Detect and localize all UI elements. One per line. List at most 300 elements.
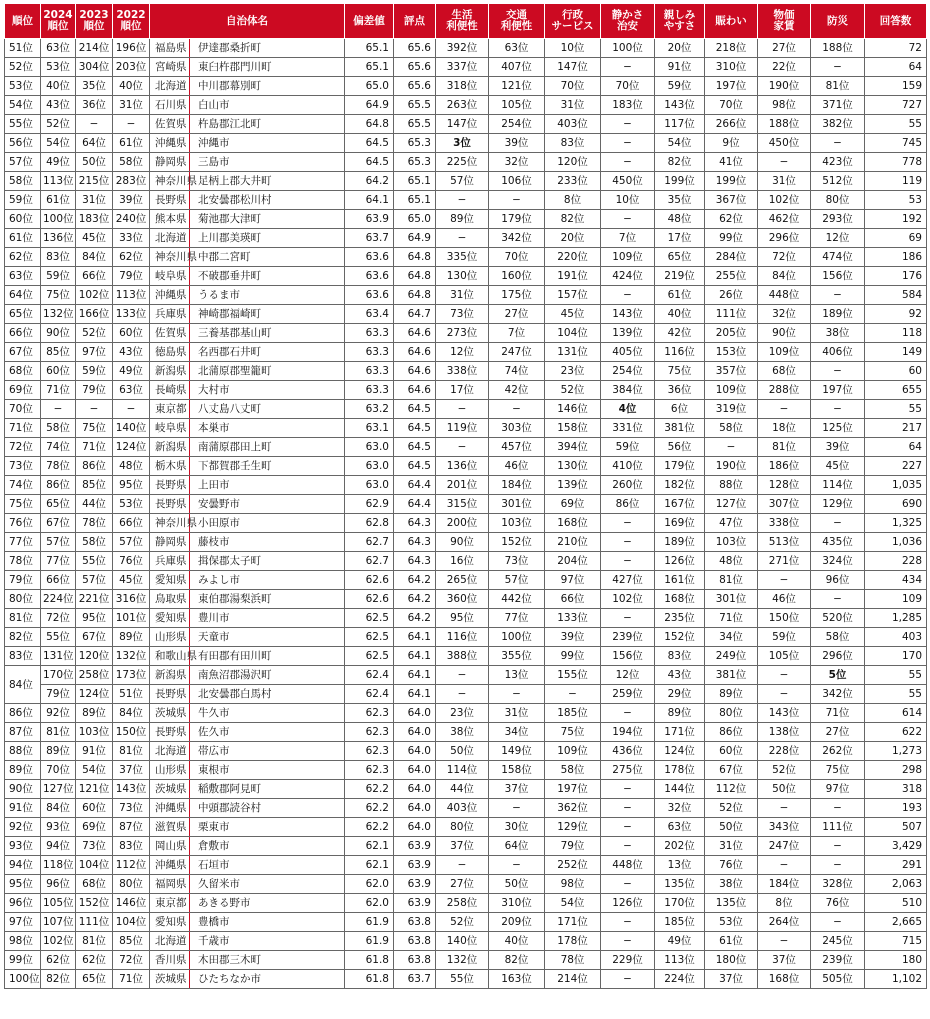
- rank-cell: 81位: [5, 609, 41, 628]
- score-cell: 64.0: [394, 761, 436, 780]
- category-rank-cell: 43位: [655, 666, 705, 685]
- prefecture-cell: 新潟県: [150, 666, 190, 685]
- category-rank-cell: −: [811, 590, 865, 609]
- category-rank-cell: 109位: [601, 248, 655, 267]
- category-rank-cell: 46位: [758, 590, 811, 609]
- responses-cell: 291: [865, 856, 927, 875]
- category-rank-cell: 403位: [436, 799, 489, 818]
- category-rank-cell: −: [811, 913, 865, 932]
- category-rank-cell: −: [601, 818, 655, 837]
- column-header: 2023 順位: [76, 4, 113, 39]
- category-rank-cell: 394位: [545, 438, 601, 457]
- category-rank-cell: 185位: [545, 704, 601, 723]
- score-cell: 63.0: [345, 476, 394, 495]
- past-rank-cell: 86位: [76, 457, 113, 476]
- responses-cell: 1,285: [865, 609, 927, 628]
- score-cell: 64.8: [345, 115, 394, 134]
- past-rank-cell: 67位: [76, 628, 113, 647]
- category-rank-cell: 144位: [655, 780, 705, 799]
- category-rank-cell: 233位: [545, 172, 601, 191]
- table-row: [5, 438, 927, 457]
- prefecture-cell: 徳島県: [150, 343, 190, 362]
- rank-cell: 97位: [5, 913, 41, 932]
- past-rank-cell: 39位: [113, 191, 150, 210]
- category-rank-cell: 54位: [655, 134, 705, 153]
- category-rank-cell: 127位: [705, 495, 758, 514]
- category-rank-cell: −: [601, 932, 655, 951]
- category-rank-cell: −: [811, 58, 865, 77]
- municipality-cell: 南魚沼郡湯沢町: [190, 666, 345, 685]
- column-header: 物価 家賃: [758, 4, 811, 39]
- table-row: [5, 666, 927, 685]
- prefecture-cell: 香川県: [150, 951, 190, 970]
- category-rank-cell: 129位: [811, 495, 865, 514]
- table-row: [5, 761, 927, 780]
- category-rank-cell: 60位: [705, 742, 758, 761]
- prefecture-cell: 神奈川県: [150, 248, 190, 267]
- table-row: [5, 324, 927, 343]
- category-rank-cell: 462位: [758, 210, 811, 229]
- responses-cell: 510: [865, 894, 927, 913]
- rank-cell: 91位: [5, 799, 41, 818]
- table-row: [5, 951, 927, 970]
- prefecture-cell: 鳥取県: [150, 590, 190, 609]
- category-rank-cell: 157位: [545, 286, 601, 305]
- category-rank-cell: 342位: [489, 229, 545, 248]
- category-rank-cell: 125位: [811, 419, 865, 438]
- score-cell: 63.3: [345, 324, 394, 343]
- category-rank-cell: 188位: [758, 115, 811, 134]
- table-row: [5, 780, 927, 799]
- responses-cell: 64: [865, 58, 927, 77]
- prefecture-cell: 長野県: [150, 685, 190, 704]
- rank-cell: 60位: [5, 210, 41, 229]
- table-row: [5, 742, 927, 761]
- score-cell: 64.5: [394, 438, 436, 457]
- category-rank-cell: 474位: [811, 248, 865, 267]
- prefecture-cell: 愛知県: [150, 571, 190, 590]
- past-rank-cell: 183位: [76, 210, 113, 229]
- score-cell: 63.9: [345, 210, 394, 229]
- category-rank-cell: 152位: [489, 533, 545, 552]
- past-rank-cell: 136位: [41, 229, 76, 248]
- municipality-cell: 帯広市: [190, 742, 345, 761]
- table-row: [5, 590, 927, 609]
- category-rank-cell: 63位: [489, 39, 545, 58]
- score-cell: 61.8: [345, 970, 394, 989]
- past-rank-cell: 84位: [113, 704, 150, 723]
- table-row: [5, 970, 927, 989]
- score-cell: 65.1: [345, 39, 394, 58]
- category-rank-cell: 50位: [758, 780, 811, 799]
- municipality-cell: 名西郡石井町: [190, 343, 345, 362]
- category-rank-cell: 197位: [811, 381, 865, 400]
- past-rank-cell: 105位: [41, 894, 76, 913]
- prefecture-cell: 静岡県: [150, 533, 190, 552]
- past-rank-cell: 120位: [76, 647, 113, 666]
- category-rank-cell: −: [436, 400, 489, 419]
- score-cell: 62.6: [345, 571, 394, 590]
- category-rank-cell: 38位: [705, 875, 758, 894]
- past-rank-cell: 81位: [76, 932, 113, 951]
- category-rank-cell: 111位: [811, 818, 865, 837]
- category-rank-cell: −: [811, 286, 865, 305]
- responses-cell: 778: [865, 153, 927, 172]
- municipality-cell: 沖縄市: [190, 134, 345, 153]
- prefecture-cell: 岐阜県: [150, 267, 190, 286]
- rank-cell: 89位: [5, 761, 41, 780]
- category-rank-cell: 293位: [811, 210, 865, 229]
- table-row: [5, 495, 927, 514]
- score-cell: 64.0: [394, 704, 436, 723]
- category-rank-cell: −: [601, 58, 655, 77]
- category-rank-cell: −: [811, 362, 865, 381]
- category-rank-cell: 315位: [436, 495, 489, 514]
- category-rank-cell: 27位: [758, 39, 811, 58]
- category-rank-cell: 328位: [811, 875, 865, 894]
- category-rank-cell: −: [601, 875, 655, 894]
- past-rank-cell: −: [113, 115, 150, 134]
- responses-cell: 69: [865, 229, 927, 248]
- category-rank-cell: 64位: [489, 837, 545, 856]
- past-rank-cell: 63位: [41, 39, 76, 58]
- category-rank-cell: 77位: [489, 609, 545, 628]
- past-rank-cell: 52位: [41, 115, 76, 134]
- responses-cell: 715: [865, 932, 927, 951]
- category-rank-cell: −: [811, 514, 865, 533]
- responses-cell: 1,036: [865, 533, 927, 552]
- prefecture-cell: 熊本県: [150, 210, 190, 229]
- prefecture-cell: 沖縄県: [150, 856, 190, 875]
- municipality-cell: 栗東市: [190, 818, 345, 837]
- category-rank-cell: 23位: [436, 704, 489, 723]
- category-rank-cell: 202位: [655, 837, 705, 856]
- score-cell: 65.6: [394, 77, 436, 96]
- prefecture-cell: 長野県: [150, 191, 190, 210]
- past-rank-cell: 58位: [41, 419, 76, 438]
- past-rank-cell: 166位: [76, 305, 113, 324]
- category-rank-cell: 239位: [601, 628, 655, 647]
- category-rank-cell: 143位: [601, 305, 655, 324]
- category-rank-cell: 384位: [601, 381, 655, 400]
- category-rank-cell: 288位: [758, 381, 811, 400]
- past-rank-cell: 113位: [41, 172, 76, 191]
- category-rank-cell: 262位: [811, 742, 865, 761]
- category-rank-cell: 310位: [705, 58, 758, 77]
- category-rank-cell: 76位: [705, 856, 758, 875]
- category-rank-cell: 30位: [489, 818, 545, 837]
- table-row: [5, 723, 927, 742]
- category-rank-cell: 32位: [655, 799, 705, 818]
- category-rank-cell: 81位: [758, 438, 811, 457]
- category-rank-cell: 392位: [436, 39, 489, 58]
- category-rank-cell: 4位: [601, 400, 655, 419]
- past-rank-cell: 57位: [76, 571, 113, 590]
- category-rank-cell: 114位: [811, 476, 865, 495]
- past-rank-cell: 132位: [41, 305, 76, 324]
- past-rank-cell: 65位: [41, 495, 76, 514]
- score-cell: 64.1: [345, 191, 394, 210]
- responses-cell: 60: [865, 362, 927, 381]
- category-rank-cell: 34位: [489, 723, 545, 742]
- score-cell: 63.2: [345, 400, 394, 419]
- score-cell: 65.0: [345, 77, 394, 96]
- category-rank-cell: 50位: [436, 742, 489, 761]
- category-rank-cell: 10位: [545, 39, 601, 58]
- score-cell: 64.9: [345, 96, 394, 115]
- category-rank-cell: 303位: [489, 419, 545, 438]
- prefecture-cell: 北海道: [150, 77, 190, 96]
- score-cell: 64.2: [394, 609, 436, 628]
- past-rank-cell: 92位: [41, 704, 76, 723]
- municipality-cell: 本巣市: [190, 419, 345, 438]
- category-rank-cell: 218位: [705, 39, 758, 58]
- category-rank-cell: 26位: [705, 286, 758, 305]
- category-rank-cell: 121位: [489, 77, 545, 96]
- category-rank-cell: 220位: [545, 248, 601, 267]
- rank-cell: 95位: [5, 875, 41, 894]
- category-rank-cell: 29位: [655, 685, 705, 704]
- category-rank-cell: −: [601, 837, 655, 856]
- category-rank-cell: 338位: [758, 514, 811, 533]
- past-rank-cell: 75位: [41, 286, 76, 305]
- column-header: 親しみ やすさ: [655, 4, 705, 39]
- past-rank-cell: 61位: [41, 191, 76, 210]
- past-rank-cell: 57位: [41, 533, 76, 552]
- table-row: [5, 172, 927, 191]
- category-rank-cell: 37位: [758, 951, 811, 970]
- category-rank-cell: −: [811, 134, 865, 153]
- rank-cell: 92位: [5, 818, 41, 837]
- municipality-cell: 天童市: [190, 628, 345, 647]
- category-rank-cell: 132位: [436, 951, 489, 970]
- prefecture-cell: 東京都: [150, 400, 190, 419]
- past-rank-cell: 132位: [113, 647, 150, 666]
- score-cell: 63.9: [394, 875, 436, 894]
- category-rank-cell: 130位: [436, 267, 489, 286]
- category-rank-cell: 403位: [545, 115, 601, 134]
- category-rank-cell: 103位: [705, 533, 758, 552]
- category-rank-cell: 79位: [545, 837, 601, 856]
- category-rank-cell: 80位: [436, 818, 489, 837]
- category-rank-cell: 8位: [545, 191, 601, 210]
- table-row: [5, 77, 927, 96]
- category-rank-cell: 81位: [811, 77, 865, 96]
- past-rank-cell: 146位: [113, 894, 150, 913]
- category-rank-cell: 254位: [489, 115, 545, 134]
- category-rank-cell: 310位: [489, 894, 545, 913]
- past-rank-cell: 57位: [113, 533, 150, 552]
- rank-cell: 58位: [5, 172, 41, 191]
- rank-cell: 99位: [5, 951, 41, 970]
- past-rank-cell: 89位: [76, 704, 113, 723]
- score-cell: 64.0: [394, 723, 436, 742]
- rank-cell: 56位: [5, 134, 41, 153]
- table-row: [5, 552, 927, 571]
- category-rank-cell: 189位: [811, 305, 865, 324]
- category-rank-cell: 99位: [545, 647, 601, 666]
- category-rank-cell: 40位: [655, 305, 705, 324]
- category-rank-cell: 133位: [545, 609, 601, 628]
- prefecture-cell: 兵庫県: [150, 305, 190, 324]
- category-rank-cell: 156位: [811, 267, 865, 286]
- category-rank-cell: 128位: [758, 476, 811, 495]
- past-rank-cell: 81位: [41, 723, 76, 742]
- table-row: [5, 96, 927, 115]
- prefecture-cell: 滋賀県: [150, 818, 190, 837]
- past-rank-cell: 143位: [113, 780, 150, 799]
- responses-cell: 217: [865, 419, 927, 438]
- past-rank-cell: 94位: [41, 837, 76, 856]
- responses-cell: 192: [865, 210, 927, 229]
- past-rank-cell: 72位: [41, 609, 76, 628]
- ranking-table: [4, 3, 927, 989]
- past-rank-cell: 304位: [76, 58, 113, 77]
- rank-cell: 67位: [5, 343, 41, 362]
- past-rank-cell: 54位: [76, 761, 113, 780]
- category-rank-cell: 10位: [601, 191, 655, 210]
- category-rank-cell: 214位: [545, 970, 601, 989]
- past-rank-cell: 62位: [76, 951, 113, 970]
- category-rank-cell: 266位: [705, 115, 758, 134]
- category-rank-cell: 103位: [489, 514, 545, 533]
- municipality-cell: 牛久市: [190, 704, 345, 723]
- municipality-cell: 佐久市: [190, 723, 345, 742]
- past-rank-cell: 73位: [76, 837, 113, 856]
- category-rank-cell: 245位: [811, 932, 865, 951]
- past-rank-cell: 104位: [113, 913, 150, 932]
- prefecture-cell: 福岡県: [150, 875, 190, 894]
- past-rank-cell: −: [76, 115, 113, 134]
- municipality-cell: 豊橋市: [190, 913, 345, 932]
- rank-cell: 94位: [5, 856, 41, 875]
- past-rank-cell: 31位: [113, 96, 150, 115]
- column-header: 順位: [5, 4, 41, 39]
- responses-cell: 298: [865, 761, 927, 780]
- municipality-cell: 石垣市: [190, 856, 345, 875]
- category-rank-cell: 98位: [545, 875, 601, 894]
- score-cell: 62.0: [345, 875, 394, 894]
- category-rank-cell: 61位: [705, 932, 758, 951]
- table-row: [5, 457, 927, 476]
- past-rank-cell: 63位: [113, 381, 150, 400]
- category-rank-cell: 136位: [436, 457, 489, 476]
- category-rank-cell: 40位: [489, 932, 545, 951]
- prefecture-cell: 沖縄県: [150, 134, 190, 153]
- category-rank-cell: 61位: [655, 286, 705, 305]
- rank-cell: 61位: [5, 229, 41, 248]
- category-rank-cell: 32位: [489, 153, 545, 172]
- category-rank-cell: 89位: [436, 210, 489, 229]
- score-cell: 65.6: [394, 39, 436, 58]
- past-rank-cell: 60位: [41, 362, 76, 381]
- score-cell: 65.1: [345, 58, 394, 77]
- score-cell: 64.3: [394, 514, 436, 533]
- category-rank-cell: 191位: [545, 267, 601, 286]
- category-rank-cell: 338位: [436, 362, 489, 381]
- category-rank-cell: 184位: [489, 476, 545, 495]
- prefecture-cell: 新潟県: [150, 362, 190, 381]
- score-cell: 62.7: [345, 552, 394, 571]
- past-rank-cell: 111位: [76, 913, 113, 932]
- rank-cell: 84位: [5, 666, 41, 704]
- past-rank-cell: 107位: [41, 913, 76, 932]
- score-cell: 64.5: [345, 134, 394, 153]
- category-rank-cell: 271位: [758, 552, 811, 571]
- category-rank-cell: 229位: [601, 951, 655, 970]
- category-rank-cell: 138位: [758, 723, 811, 742]
- category-rank-cell: 54位: [545, 894, 601, 913]
- past-rank-cell: 258位: [76, 666, 113, 685]
- category-rank-cell: 99位: [705, 229, 758, 248]
- category-rank-cell: 139位: [545, 476, 601, 495]
- category-rank-cell: 190位: [758, 77, 811, 96]
- category-rank-cell: −: [705, 438, 758, 457]
- past-rank-cell: 240位: [113, 210, 150, 229]
- category-rank-cell: 178位: [655, 761, 705, 780]
- table-row: [5, 39, 927, 58]
- past-rank-cell: 95位: [113, 476, 150, 495]
- municipality-cell: 白山市: [190, 96, 345, 115]
- category-rank-cell: −: [758, 571, 811, 590]
- past-rank-cell: 55位: [76, 552, 113, 571]
- responses-cell: 614: [865, 704, 927, 723]
- past-rank-cell: 133位: [113, 305, 150, 324]
- category-rank-cell: 9位: [705, 134, 758, 153]
- municipality-cell: 上田市: [190, 476, 345, 495]
- past-rank-cell: 70位: [41, 761, 76, 780]
- past-rank-cell: 67位: [41, 514, 76, 533]
- score-cell: 62.8: [345, 514, 394, 533]
- past-rank-cell: 69位: [76, 818, 113, 837]
- past-rank-cell: 58位: [113, 153, 150, 172]
- past-rank-cell: 78位: [76, 514, 113, 533]
- past-rank-cell: 85位: [76, 476, 113, 495]
- category-rank-cell: 39位: [811, 438, 865, 457]
- score-cell: 64.1: [394, 666, 436, 685]
- score-cell: 62.5: [345, 647, 394, 666]
- category-rank-cell: −: [758, 799, 811, 818]
- rank-cell: 51位: [5, 39, 41, 58]
- category-rank-cell: 224位: [655, 970, 705, 989]
- category-rank-cell: 388位: [436, 647, 489, 666]
- category-rank-cell: 296位: [758, 229, 811, 248]
- category-rank-cell: 111位: [705, 305, 758, 324]
- category-rank-cell: −: [758, 153, 811, 172]
- score-cell: 61.9: [345, 932, 394, 951]
- category-rank-cell: −: [601, 153, 655, 172]
- responses-cell: 186: [865, 248, 927, 267]
- past-rank-cell: 55位: [41, 628, 76, 647]
- past-rank-cell: 78位: [41, 457, 76, 476]
- category-rank-cell: 135位: [705, 894, 758, 913]
- category-rank-cell: 31位: [758, 172, 811, 191]
- prefecture-cell: 宮崎県: [150, 58, 190, 77]
- category-rank-cell: 124位: [655, 742, 705, 761]
- category-rank-cell: 146位: [545, 400, 601, 419]
- category-rank-cell: 362位: [545, 799, 601, 818]
- category-rank-cell: 188位: [811, 39, 865, 58]
- category-rank-cell: 200位: [436, 514, 489, 533]
- category-rank-cell: 22位: [758, 58, 811, 77]
- category-rank-cell: 184位: [758, 875, 811, 894]
- prefecture-cell: 神奈川県: [150, 172, 190, 191]
- table-row: [5, 286, 927, 305]
- past-rank-cell: 112位: [113, 856, 150, 875]
- past-rank-cell: 104位: [76, 856, 113, 875]
- score-cell: 65.5: [394, 96, 436, 115]
- past-rank-cell: 113位: [113, 286, 150, 305]
